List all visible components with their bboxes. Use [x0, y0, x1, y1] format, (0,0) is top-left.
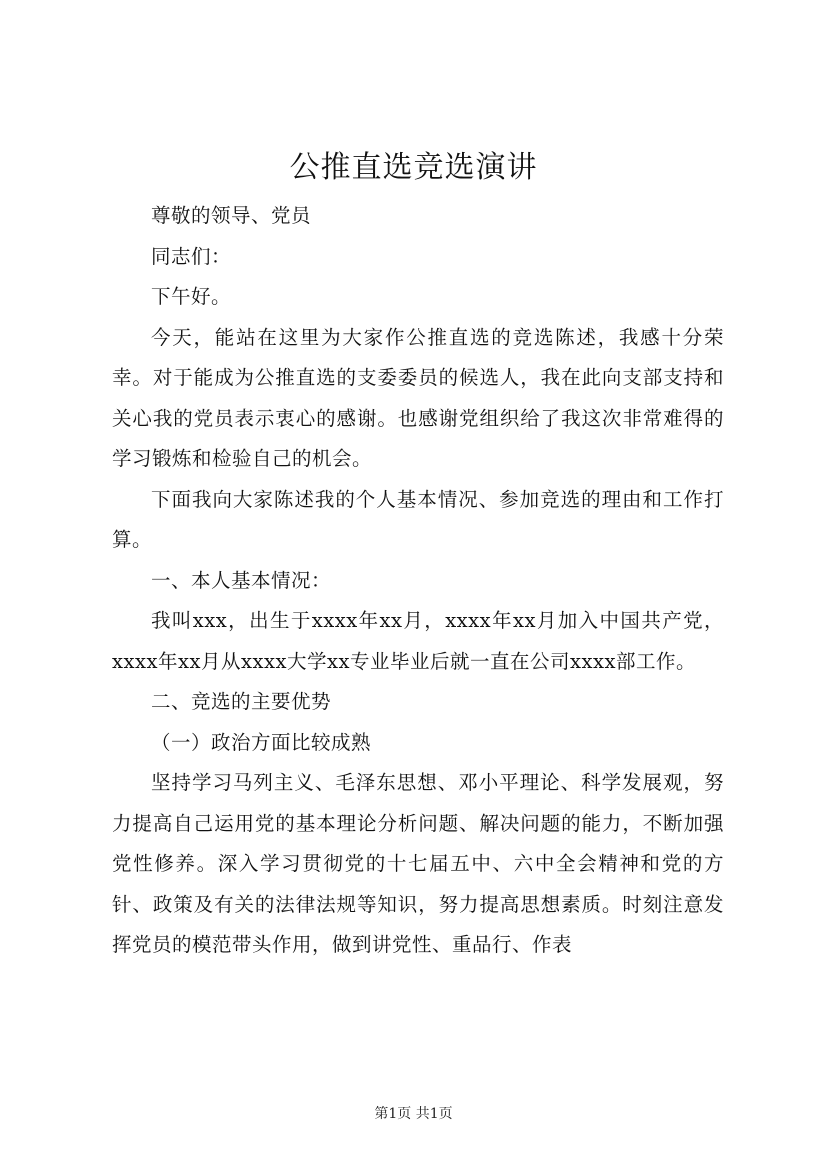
salutation-line-1: 尊敬的领导、党员 — [151, 204, 312, 227]
greeting: 下午好。 — [151, 285, 232, 308]
section-heading-2: 二、竞选的主要优势 — [151, 690, 332, 713]
paragraph-political: 坚持学习马列主义、毛泽东思想、邓小平理论、科学发展观，努力提高自己运用党的基本理论分析问题、解决问题的能力，不断加强党性修养。深入学习贯彻党的十七届五中、六中全会精神和党的方针、政策及有关的法律法规等知识，努力提高思想素质。时刻注意发挥党员的模范带头作用，做到讲党性、重品行、作表 — [112, 771, 724, 956]
paragraph-basic-info: 我叫xxx，出生于xxxx年xx月，xxxx年xx月加入中国共产党，xxxx年xx月从xxxx大学xx专业毕业后就一直在公司xxxx部工作。 — [112, 609, 724, 673]
paragraph-intro: 今天，能站在这里为大家作公推直选的竞选陈述，我感十分荣幸。对于能成为公推直选的支委委员的候选人，我在此向支部支持和关心我的党员表示衷心的感谢。也感谢党组织给了我这次非常难得的学习锻炼和检验自己的机会。 — [112, 325, 724, 470]
salutation-line-2: 同志们： — [151, 244, 232, 268]
paragraph-outline: 下面我向大家陈述我的个人基本情况、参加竞选的理由和工作打算。 — [112, 487, 724, 551]
section-heading-1: 一、本人基本情况： — [151, 568, 332, 592]
document-title: 公推直选竞选演讲 — [289, 150, 538, 185]
document-body — [112, 196, 724, 966]
subsection-heading-1: （一）政治方面比较成熟 — [151, 730, 372, 754]
page-footer: 第1页 共1页 — [374, 1106, 453, 1122]
